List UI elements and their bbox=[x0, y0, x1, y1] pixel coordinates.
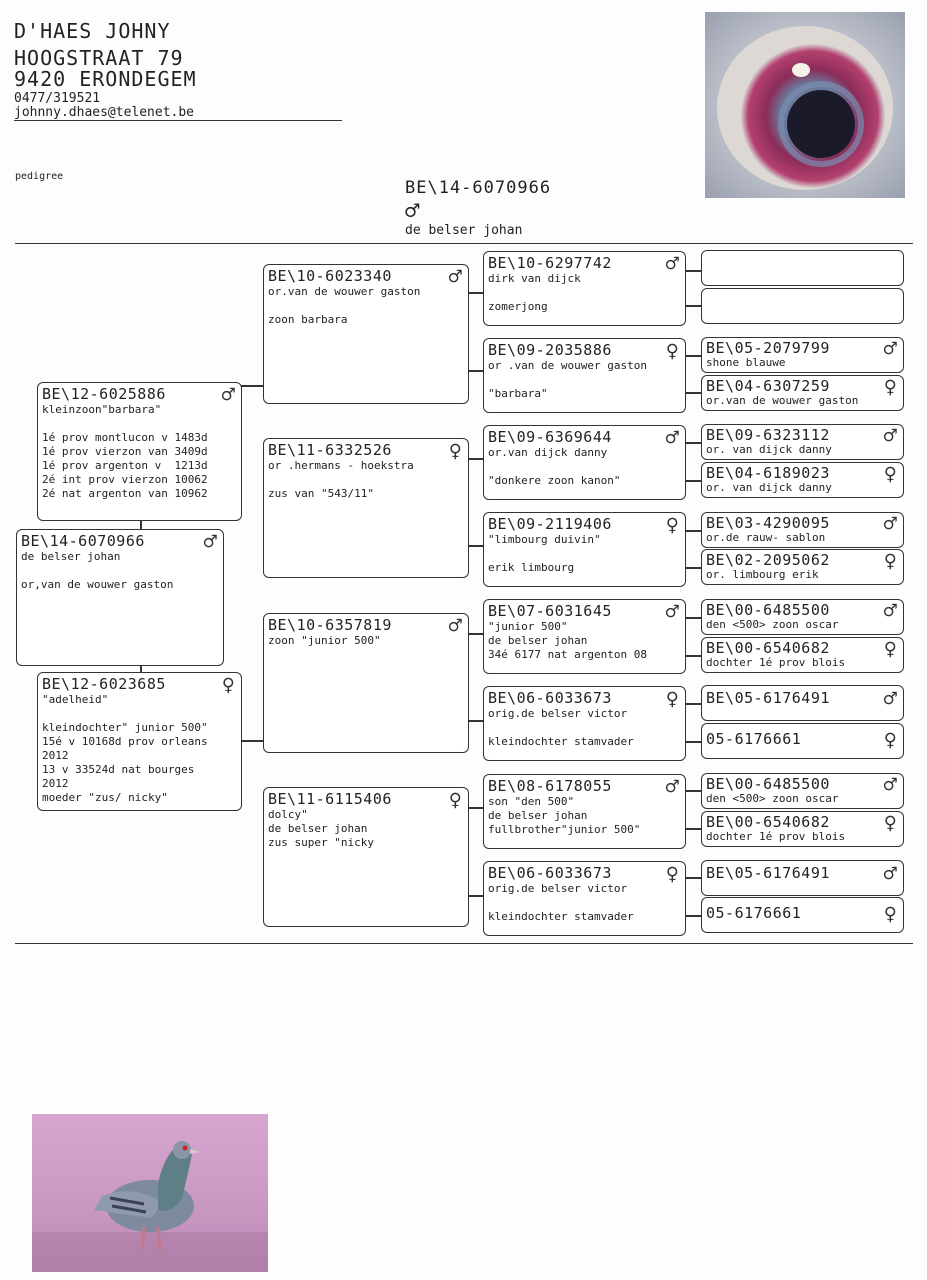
g4-card bbox=[701, 250, 904, 286]
g4-card: BE\00-6540682 ♀ dochter 1é prov blois bbox=[701, 811, 904, 847]
grandparent-card: BE\11-6115406 ♀ dolcy" de belser johan zus super "nicky bbox=[263, 787, 469, 927]
dam-ring: BE\12-6023685 bbox=[42, 675, 166, 693]
male-icon: ♂ bbox=[883, 337, 897, 362]
great-grandparent-card: BE\07-6031645 ♂ "junior 500" de belser johan 34é 6177 nat argenton 08 bbox=[483, 599, 686, 674]
owner-city: 9420 ERONDEGEM bbox=[14, 67, 197, 91]
owner-street: HOOGSTRAAT 79 bbox=[14, 46, 184, 70]
female-icon: ♀ bbox=[665, 513, 679, 538]
female-icon: ♀ bbox=[448, 439, 462, 464]
female-icon: ♀ bbox=[883, 728, 897, 753]
g4-card: BE\05-2079799 ♂ shone blauwe bbox=[701, 337, 904, 373]
g4-card: BE\00-6485500 ♂ den <500> zoon oscar bbox=[701, 599, 904, 635]
g4-card: BE\00-6540682 ♀ dochter 1é prov blois bbox=[701, 637, 904, 673]
pigeon-eye-photo bbox=[705, 12, 905, 198]
g4-card: BE\04-6189023 ♀ or. van dijck danny bbox=[701, 462, 904, 498]
great-grandparent-card: BE\09-6369644 ♂ or.van dijck danny "donkere zoon kanon" bbox=[483, 425, 686, 500]
grandparent-card: BE\11-6332526 ♀ or .hermans - hoekstra zus van "543/11" bbox=[263, 438, 469, 578]
g4-card: BE\00-6485500 ♂ den <500> zoon oscar bbox=[701, 773, 904, 809]
subject-ring: BE\14-6070966 bbox=[21, 532, 145, 550]
male-icon: ♂ bbox=[665, 252, 679, 277]
female-icon: ♀ bbox=[665, 339, 679, 364]
female-icon: ♀ bbox=[883, 549, 897, 574]
great-grandparent-card: BE\09-2035886 ♀ or .van de wouwer gaston "barbara" bbox=[483, 338, 686, 413]
male-icon: ♂ bbox=[883, 512, 897, 537]
main-ring-number: BE\14-6070966 bbox=[405, 178, 552, 198]
female-icon: ♀ bbox=[883, 811, 897, 836]
female-icon: ♀ bbox=[883, 902, 897, 927]
great-grandparent-card: BE\06-6033673 ♀ orig.de belser victor kleindochter stamvader bbox=[483, 686, 686, 761]
female-icon: ♀ bbox=[221, 673, 235, 698]
pigeon-photo bbox=[32, 1114, 268, 1272]
female-icon: ♀ bbox=[448, 788, 462, 813]
great-grandparent-card: BE\10-6297742 ♂ dirk van dijck zomerjong bbox=[483, 251, 686, 326]
grandparent-card: BE\10-6023340 ♂ or.van de wouwer gaston zoon barbara bbox=[263, 264, 469, 404]
owner-underline bbox=[14, 120, 342, 121]
male-icon: ♂ bbox=[883, 687, 897, 712]
top-divider bbox=[15, 243, 913, 244]
male-icon: ♂ bbox=[665, 600, 679, 625]
male-icon: ♂ bbox=[883, 599, 897, 624]
owner-phone: 0477/319521 bbox=[14, 91, 101, 106]
sire-card: BE\12-6025886 ♂ kleinzoon"barbara" 1é prov montlucon v 1483d 1é prov vierzon van 3409d 1é prov argenton v 1213d 2é int prov vierzon 10062 2é nat argenton van 10962 bbox=[37, 382, 242, 521]
great-grandparent-card: BE\09-2119406 ♀ "limbourg duivin" erik limbourg bbox=[483, 512, 686, 587]
male-icon: ♂ bbox=[883, 424, 897, 449]
male-icon: ♂ bbox=[448, 614, 462, 639]
sire-ring: BE\12-6025886 bbox=[42, 385, 166, 403]
g4-card: BE\09-6323112 ♂ or. van dijck danny bbox=[701, 424, 904, 460]
g4-card: 05-6176661 ♀ bbox=[701, 897, 904, 933]
female-icon: ♀ bbox=[883, 637, 897, 662]
owner-email: johnny.dhaes@telenet.be bbox=[14, 105, 195, 120]
male-icon: ♂ bbox=[221, 383, 235, 408]
female-icon: ♀ bbox=[665, 862, 679, 887]
main-owner: de belser johan bbox=[405, 223, 523, 238]
g4-card: 05-6176661 ♀ bbox=[701, 723, 904, 759]
g4-card: BE\04-6307259 ♀ or.van de wouwer gaston bbox=[701, 375, 904, 411]
great-grandparent-card: BE\08-6178055 ♂ son "den 500" de belser johan fullbrother"junior 500" bbox=[483, 774, 686, 849]
male-icon: ♂ bbox=[665, 775, 679, 800]
male-icon: ♂ bbox=[665, 426, 679, 451]
document-label: pedigree bbox=[15, 171, 64, 182]
g4-card: BE\05-6176491 ♂ bbox=[701, 860, 904, 896]
male-icon: ♂ bbox=[405, 197, 420, 225]
dam-card: BE\12-6023685 ♀ "adelheid" kleindochter" junior 500" 15é v 10168d prov orleans 2012 13 v 33524d nat bourges 2012 moeder "zus/ nicky" bbox=[37, 672, 242, 811]
female-icon: ♀ bbox=[883, 462, 897, 487]
subject-card: BE\14-6070966 ♂ de belser johan or,van de wouwer gaston bbox=[16, 529, 224, 666]
g4-card bbox=[701, 288, 904, 324]
male-icon: ♂ bbox=[883, 862, 897, 887]
female-icon: ♀ bbox=[665, 687, 679, 712]
male-icon: ♂ bbox=[203, 530, 217, 555]
owner-name: D'HAES JOHNY bbox=[14, 19, 171, 43]
g4-card: BE\02-2095062 ♀ or. limbourg erik bbox=[701, 549, 904, 585]
male-icon: ♂ bbox=[883, 773, 897, 798]
female-icon: ♀ bbox=[883, 375, 897, 400]
g4-card: BE\05-6176491 ♂ bbox=[701, 685, 904, 721]
grandparent-card: BE\10-6357819 ♂ zoon "junior 500" bbox=[263, 613, 469, 753]
g4-card: BE\03-4290095 ♂ or.de rauw- sablon bbox=[701, 512, 904, 548]
bottom-divider bbox=[15, 943, 913, 944]
great-grandparent-card: BE\06-6033673 ♀ orig.de belser victor kleindochter stamvader bbox=[483, 861, 686, 936]
male-icon: ♂ bbox=[448, 265, 462, 290]
